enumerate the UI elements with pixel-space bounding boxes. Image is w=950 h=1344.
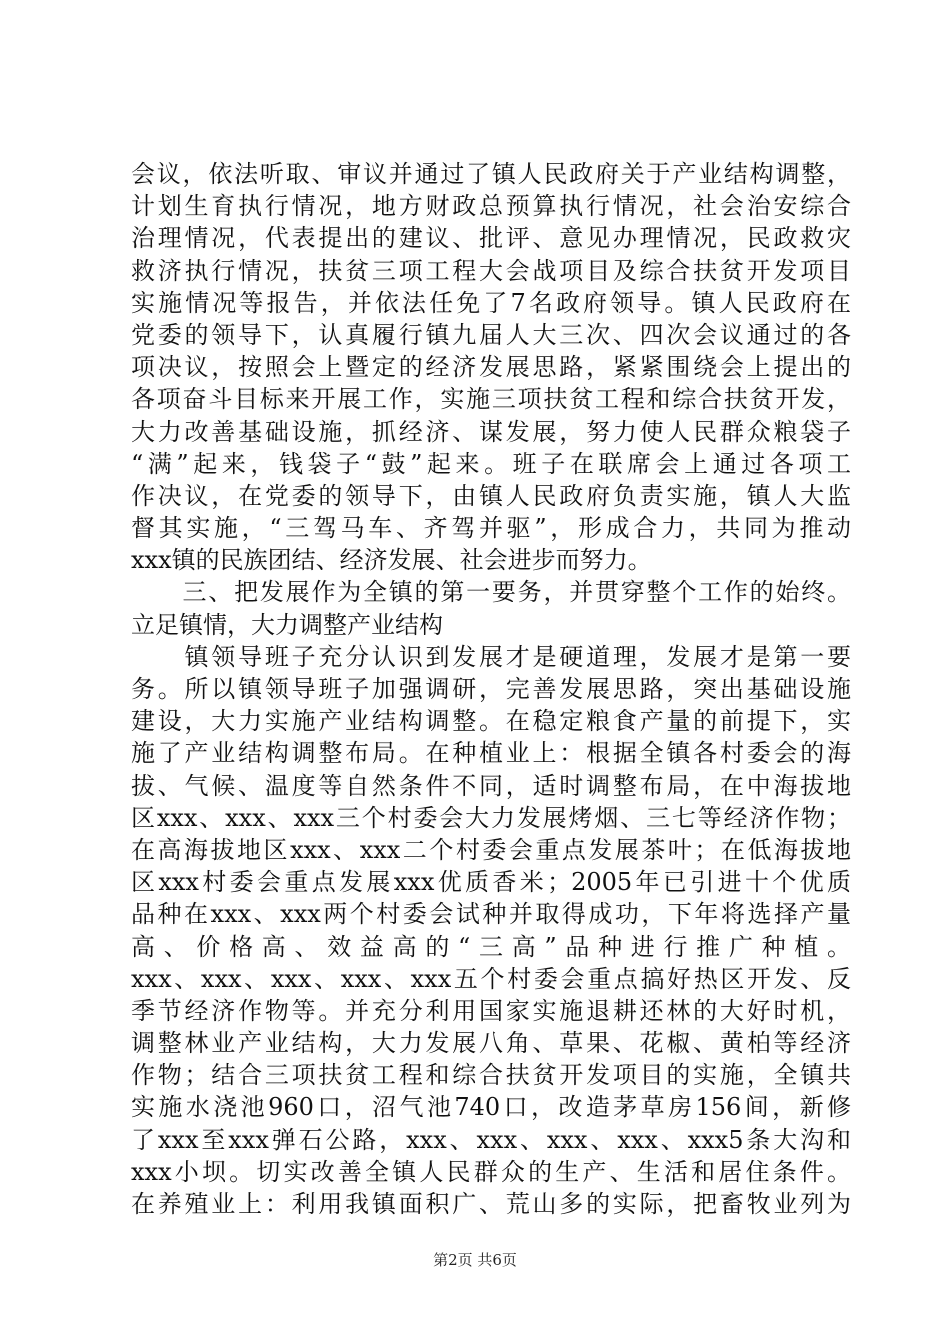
text-line: 作决议，在党委的领导下，由镇人民政府负责实施，镇人大监 bbox=[131, 481, 851, 510]
section-heading-line: 立足镇情，大力调整产业结构 bbox=[131, 610, 443, 639]
text-line: 施了产业结构调整布局。在种植业上：根据全镇各村委会的海 bbox=[131, 739, 851, 768]
text-line: 拔、气候、温度等自然条件不同，适时调整布局，在中海拔地 bbox=[131, 771, 851, 800]
text-line: 各项奋斗目标来开展工作，实施三项扶贫工程和综合扶贫开发， bbox=[131, 385, 851, 414]
text-line: 建设，大力实施产业结构调整。在稳定粮食产量的前提下，实 bbox=[131, 707, 851, 736]
text-line: “满”起来，钱袋子“鼓”起来。班子在联席会上通过各项工 bbox=[131, 449, 851, 478]
text-line: 作物；结合三项扶贫工程和综合扶贫开发项目的实施，全镇共 bbox=[131, 1061, 851, 1090]
section-heading-line: 三、把发展作为全镇的第一要务，并贯穿整个工作的始终。 bbox=[131, 578, 851, 607]
text-line: xxx镇的民族团结、经济发展、社会进步而努力。 bbox=[131, 546, 652, 575]
text-line: 了xxx至xxx弹石公路，xxx、xxx、xxx、xxx、xxx5条大沟和 bbox=[131, 1125, 851, 1154]
text-line: 救济执行情况，扶贫三项工程大会战项目及综合扶贫开发项目 bbox=[131, 256, 851, 285]
text-line: 计划生育执行情况，地方财政总预算执行情况，社会治安综合 bbox=[131, 192, 851, 221]
text-line: 在养殖业上：利用我镇面积广、荒山多的实际，把畜牧业列为 bbox=[131, 1190, 851, 1218]
text-line: 实施情况等报告，并依法任免了7名政府领导。镇人民政府在 bbox=[131, 288, 851, 317]
text-line: 品种在xxx、xxx两个村委会试种并取得成功，下年将选择产量 bbox=[131, 900, 851, 929]
text-line: 督其实施，“三驾马车、齐驾并驱”，形成合力，共同为推动 bbox=[131, 514, 851, 543]
text-line: 高、价格高、效益高的“三高”品种进行推广种植。 bbox=[131, 932, 851, 961]
text-line: xxx、xxx、xxx、xxx、xxx五个村委会重点搞好热区开发、反 bbox=[131, 964, 851, 993]
page-footer: 第2页 共6页 bbox=[433, 1251, 517, 1269]
text-line: 区xxx村委会重点发展xxx优质香米；2005年已引进十个优质 bbox=[131, 868, 851, 897]
text-line: 实施水浇池960口，沼气池740口，改造茅草房156间，新修 bbox=[131, 1093, 851, 1122]
text-line: 治理情况，代表提出的建议、批评、意见办理情况，民政救灾 bbox=[131, 224, 851, 253]
text-line: 调整林业产业结构，大力发展八角、草果、花椒、黄柏等经济 bbox=[131, 1029, 851, 1058]
text-line: 会议，依法听取、审议并通过了镇人民政府关于产业结构调整， bbox=[131, 160, 851, 188]
text-line: 党委的领导下，认真履行镇九届人大三次、四次会议通过的各 bbox=[131, 320, 851, 349]
text-line: 务。所以镇领导班子加强调研，完善发展思路，突出基础设施 bbox=[131, 675, 851, 703]
text-line: xxx小坝。切实改善全镇人民群众的生产、生活和居住条件。 bbox=[131, 1157, 851, 1186]
text-line: 大力改善基础设施，抓经济、谋发展，努力使人民群众粮袋子 bbox=[131, 417, 851, 446]
text-line: 在高海拔地区xxx、xxx二个村委会重点发展茶叶；在低海拔地 bbox=[131, 835, 851, 864]
document-body bbox=[131, 158, 851, 1220]
text-line: 镇领导班子充分认识到发展才是硬道理，发展才是第一要 bbox=[131, 642, 851, 671]
text-line: 季节经济作物等。并充分利用国家实施退耕还林的大好时机， bbox=[131, 996, 851, 1025]
text-line: 项决议，按照会上暨定的经济发展思路，紧紧围绕会上提出的 bbox=[131, 353, 851, 382]
text-line: 区xxx、xxx、xxx三个村委会大力发展烤烟、三七等经济作物； bbox=[131, 803, 851, 832]
